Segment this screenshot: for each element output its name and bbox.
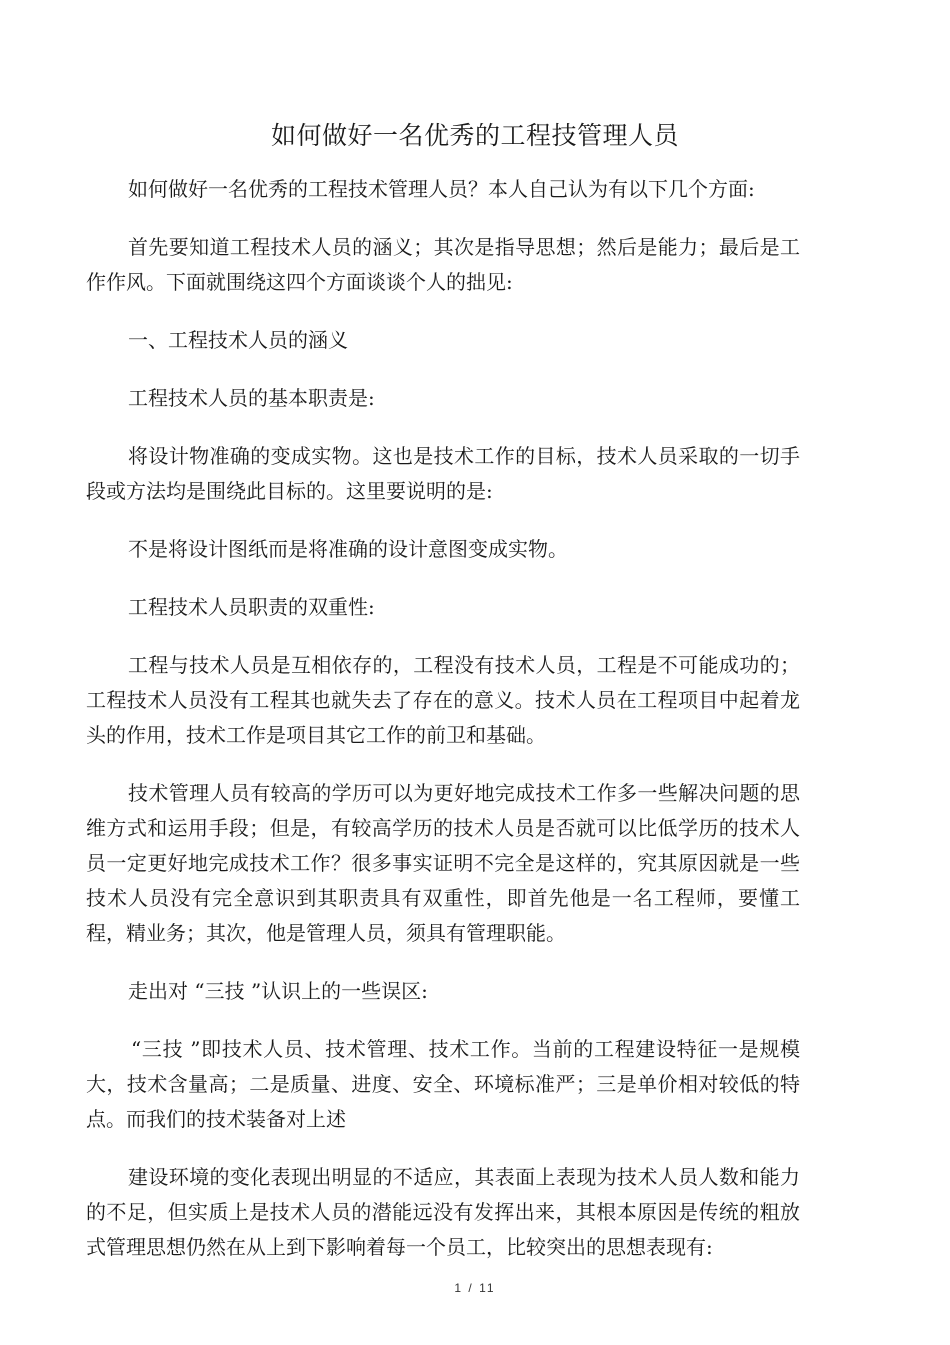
page-number: 1 / 11 [454, 1281, 496, 1295]
section-heading: 一、工程技术人员的涵义 [128, 328, 348, 352]
paragraph: 工程与技术人员是互相依存的，工程没有技术人员，工程是不可能成功的；工程技术人员没有工程其也就失去了存在的意义。技术人员在工程项目中起着龙头的作用，技术工作是项目其它工作的前卫和基础。 [86, 653, 800, 747]
paragraph: 不是将设计图纸而是将准确的设计意图变成实物。 [128, 537, 568, 561]
paragraph: 走出对 “三技 ”认识上的一些误区: [128, 979, 428, 1003]
paragraph: 工程技术人员职责的双重性: [128, 595, 375, 619]
document-title: 如何做好一名优秀的工程技管理人员 [270, 121, 679, 150]
paragraph: 首先要知道工程技术人员的涵义；其次是指导思想；然后是能力；最后是工作作风。下面就围绕这四个方面谈谈个人的拙见: [86, 235, 800, 294]
paragraph: 工程技术人员的基本职责是: [128, 386, 375, 410]
paragraph: 将设计物准确的变成实物。这也是技术工作的目标，技术人员采取的一切手段或方法均是围绕此目标的。这里要说明的是: [86, 444, 800, 503]
paragraph: 技术管理人员有较高的学历可以为更好地完成技术工作多一些解决问题的思维方式和运用手段；但是，有较高学历的技术人员是否就可以比低学历的技术人员一定更好地完成技术工作？很多事实证明不完全是这样的，究其原因就是一些技术人员没有完全意识到其职责具有双重性，即首先他是一名工程师，要懂工程，精业务；其次，他是管理人员，须具有管理职能。 [86, 781, 800, 945]
paragraph: 建设环境的变化表现出明显的不适应，其表面上表现为技术人员人数和能力的不足，但实质上是技术人员的潜能远没有发挥出来，其根本原因是传统的粗放式管理思想仍然在从上到下影响着每一个员工，比较突出的思想表现有: [86, 1165, 800, 1259]
paragraph: “三技 ”即技术人员、技术管理、技术工作。当前的工程建设特征一是规模大，技术含量高；二是质量、进度、安全、环境标准严；三是单价相对较低的特点。而我们的技术装备对上述 [86, 1037, 800, 1131]
paragraph: 如何做好一名优秀的工程技术管理人员？本人自己认为有以下几个方面: [128, 177, 755, 201]
document-body [86, 172, 800, 1288]
